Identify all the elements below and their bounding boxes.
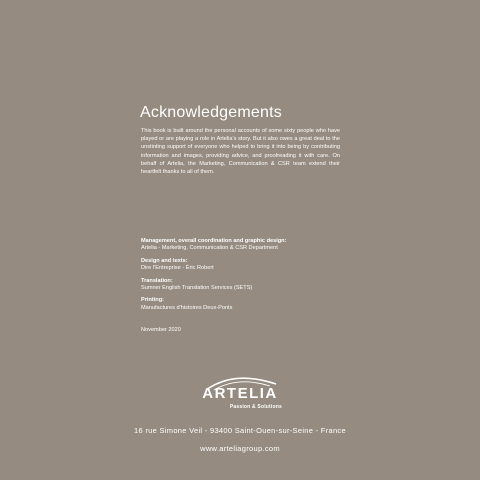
- logo-tagline: Passion & Solutions: [229, 404, 282, 410]
- credit-value: Sumner English Translation Services (SETS): [141, 285, 253, 292]
- credit-printing: [141, 297, 341, 312]
- credit-translation: [141, 278, 341, 293]
- credit-value: Manufactures d’histoires Deux-Ponts: [141, 304, 233, 311]
- credit-heading: Design and texts:: [141, 257, 188, 264]
- credit-heading: Translation:: [141, 277, 173, 284]
- acknowledgements-title: Acknowledgements: [140, 104, 282, 121]
- credits-section: [141, 238, 341, 317]
- credit-value: Artelia - Marketing, Communication & CSR Department: [141, 245, 278, 252]
- company-address: 16 rue Simone Veil - 93400 Saint-Ouen-sur-Seine - France: [134, 426, 346, 435]
- credit-design-texts: [141, 258, 341, 273]
- credit-heading: Printing:: [141, 297, 164, 304]
- publication-date: November 2020: [141, 327, 181, 333]
- artelia-logo: [190, 372, 290, 416]
- logo-name: ARTELIA: [202, 385, 278, 402]
- credit-value: Dire l’Entreprise - Éric Robert: [141, 265, 214, 272]
- credit-management: [141, 238, 341, 253]
- credit-heading: Management, overall coordination and graphic design:: [141, 238, 287, 244]
- acknowledgements-text: This book is built around the personal accounts of some sixty people who have played or are playing a role in Artelia’s story. But it also owes a great deal to the unstinting support of everyone who helped to bring it into being by contributing information and images, providing advice, and proofreading it with care. On behalf of Artelia, the Marketing, Communication & CSR team extend their heartfelt thanks to all of them.: [141, 128, 340, 176]
- website-link[interactable]: www.arteliagroup.com: [200, 444, 280, 453]
